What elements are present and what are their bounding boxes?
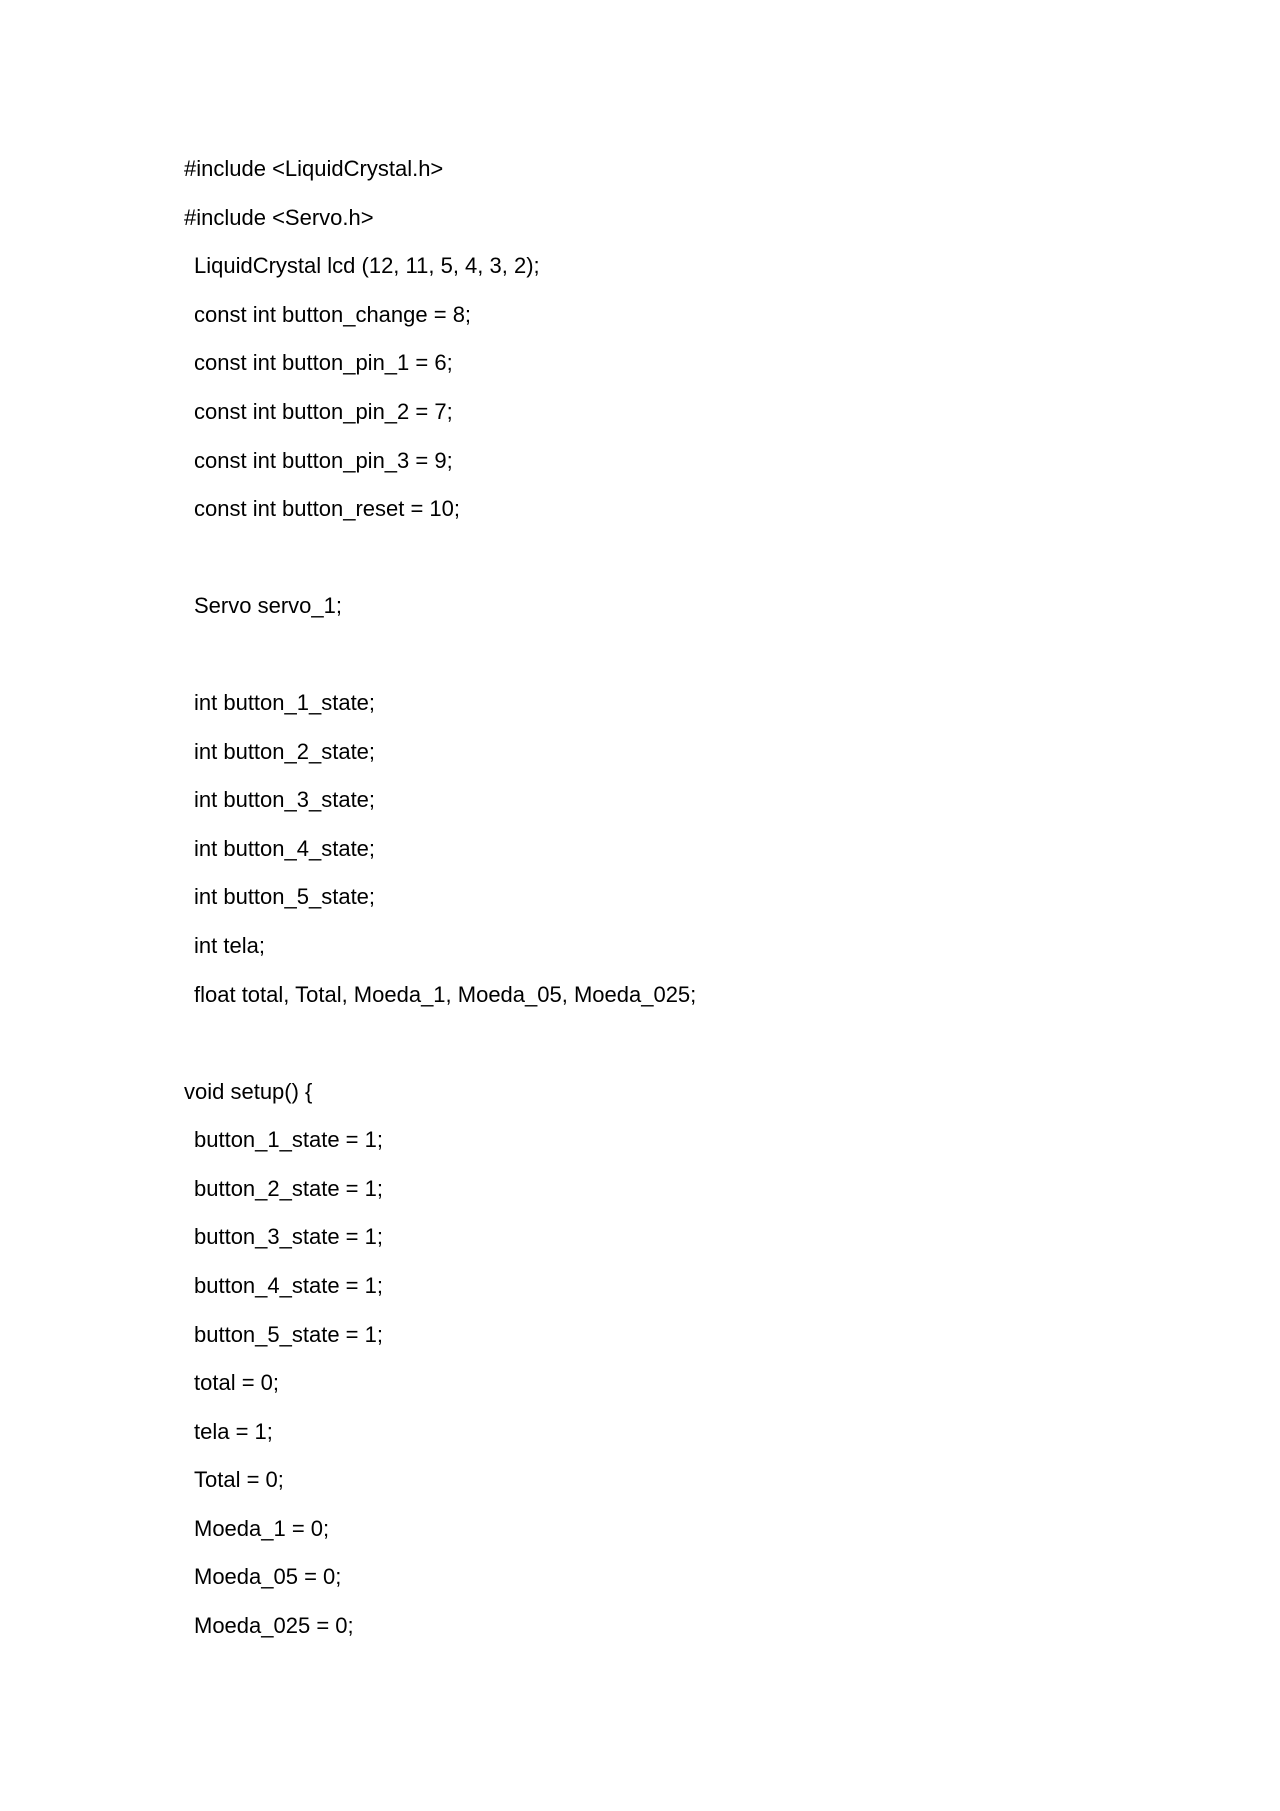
code-line-button-4-state: int button_4_state; xyxy=(194,836,376,861)
code-line-assign-total-lower: total = 0; xyxy=(194,1370,280,1395)
code-line-assign-button-4: button_4_state = 1; xyxy=(194,1273,383,1298)
code-line-button-3-state: int button_3_state; xyxy=(194,787,376,812)
code-line-tela: int tela; xyxy=(194,933,265,958)
code-line-button-pin-1: const int button_pin_1 = 6; xyxy=(194,350,453,375)
code-line-assign-moeda-1: Moeda_1 = 0; xyxy=(194,1516,330,1541)
code-line-servo-declaration: Servo servo_1; xyxy=(194,593,342,618)
code-line-assign-total-upper: Total = 0; xyxy=(194,1467,284,1492)
code-line-button-5-state: int button_5_state; xyxy=(194,884,376,909)
code-line-void-setup: void setup() { xyxy=(184,1079,313,1104)
code-line-assign-button-2: button_2_state = 1; xyxy=(194,1176,383,1201)
code-line-button-change: const int button_change = 8; xyxy=(194,302,472,327)
code-line-include-liquidcrystal: #include <LiquidCrystal.h> xyxy=(184,156,444,181)
code-line-assign-button-3: button_3_state = 1; xyxy=(194,1224,383,1249)
code-line-assign-moeda-025: Moeda_025 = 0; xyxy=(194,1613,354,1638)
code-line-float-declaration: float total, Total, Moeda_1, Moeda_05, Moeda_025; xyxy=(194,982,697,1007)
code-line-button-1-state: int button_1_state; xyxy=(194,690,376,715)
code-line-button-2-state: int button_2_state; xyxy=(194,739,376,764)
code-line-include-servo: #include <Servo.h> xyxy=(184,205,374,230)
code-line-button-reset: const int button_reset = 10; xyxy=(194,496,461,521)
code-line-button-pin-2: const int button_pin_2 = 7; xyxy=(194,399,453,424)
code-line-button-pin-3: const int button_pin_3 = 9; xyxy=(194,448,453,473)
code-line-assign-button-5: button_5_state = 1; xyxy=(194,1322,383,1347)
code-line-assign-moeda-05: Moeda_05 = 0; xyxy=(194,1564,342,1589)
code-line-assign-tela: tela = 1; xyxy=(194,1419,273,1444)
code-line-assign-button-1: button_1_state = 1; xyxy=(194,1127,383,1152)
code-line-lcd-declaration: LiquidCrystal lcd (12, 11, 5, 4, 3, 2); xyxy=(194,253,540,278)
